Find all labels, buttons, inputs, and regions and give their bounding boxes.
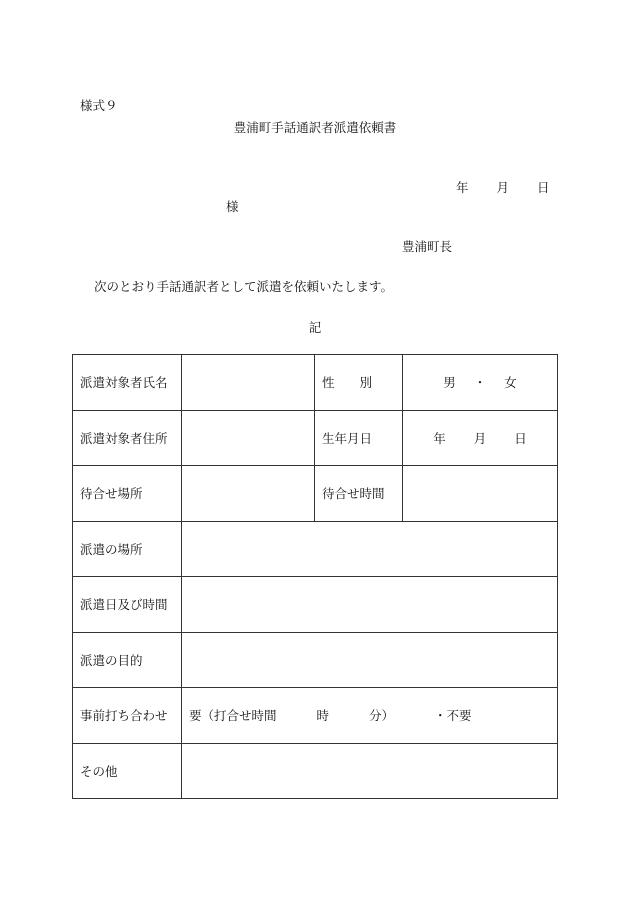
birthdate-field[interactable] [403,410,558,466]
date-line [456,178,550,196]
birth-month-label: 月 [473,430,487,446]
table-row [73,743,558,799]
pre-meeting-label: 事前打ち合わせ [73,688,182,744]
pre-meeting-required[interactable]: 要（打合せ時間 [189,708,277,724]
target-address-label: 派遣対象者住所 [73,410,182,466]
pre-meeting-minute: 分） [369,708,395,724]
ki-label: 記 [308,320,322,335]
form-number: 様式９ [80,98,118,113]
target-address-field[interactable] [182,410,315,466]
table-row [73,577,558,633]
pre-meeting-field[interactable] [182,688,558,744]
target-name-field[interactable] [182,355,315,411]
dispatch-datetime-label: 派遣日及び時間 [73,577,182,633]
dispatch-purpose-label: 派遣の目的 [73,632,182,688]
table-row [73,688,558,744]
separator-dot: ・ [473,375,487,391]
target-name-label: 派遣対象者氏名 [73,355,182,411]
male-option[interactable]: 男 [443,375,456,391]
dispatch-place-label: 派遣の場所 [73,521,182,577]
addressee-suffix: 様 [226,199,239,214]
sender: 豊浦町長 [402,239,453,254]
gender-label: 性 別 [315,355,403,411]
birth-day-label: 日 [514,430,527,446]
meeting-place-label: 待合せ場所 [73,466,182,522]
year-label: 年 [456,180,469,195]
document-title: 豊浦町手話通訳者派遣依頼書 [233,120,397,135]
pre-meeting-hour: 時 [316,708,330,724]
gender-field[interactable] [403,355,558,411]
other-field[interactable] [182,743,558,799]
dispatch-datetime-field[interactable] [182,577,558,633]
table-row [73,410,558,466]
table-row [73,466,558,522]
dispatch-place-field[interactable] [182,521,558,577]
birthdate-label: 生年月日 [315,410,403,466]
month-label: 月 [496,180,510,195]
other-label: その他 [73,743,182,799]
dispatch-purpose-field[interactable] [182,632,558,688]
meeting-time-field[interactable] [403,466,558,522]
request-text: 次のとおり手話通訳者として派遣を依頼いたします。 [94,279,394,294]
table-row [73,632,558,688]
meeting-time-label: 待合せ時間 [315,466,403,522]
pre-meeting-not-required[interactable]: ・不要 [434,708,472,724]
table-row [73,521,558,577]
female-option[interactable]: 女 [504,375,517,391]
birth-year-label: 年 [433,430,446,446]
table-row [73,355,558,411]
meeting-place-field[interactable] [182,466,315,522]
day-label: 日 [537,180,550,195]
request-form-table [72,354,558,799]
